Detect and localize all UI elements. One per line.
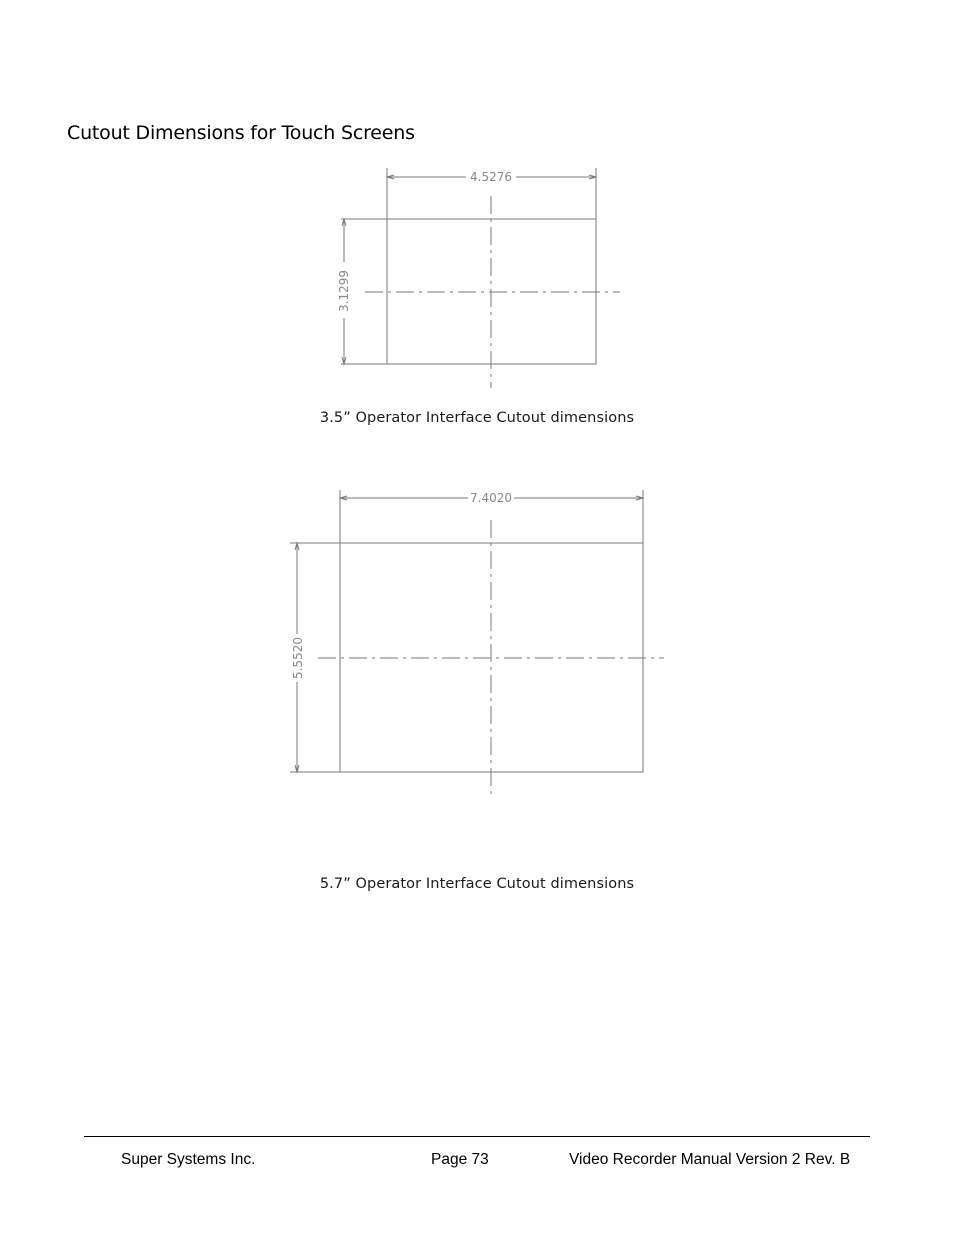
figure-caption-5-7: 5.7” Operator Interface Cutout dimensions	[319, 876, 635, 892]
footer-document-title: Video Recorder Manual Version 2 Rev. B	[569, 1151, 851, 1168]
section-heading: Cutout Dimensions for Touch Screens	[67, 122, 415, 144]
height-dimension-label: 5.5520	[291, 637, 305, 679]
height-dimension-label: 3.1299	[337, 270, 351, 312]
footer-company: Super Systems Inc.	[121, 1151, 256, 1168]
width-dimension-label: 4.5276	[470, 170, 512, 184]
footer-page-number: Page 73	[431, 1151, 489, 1168]
figure-caption-3-5: 3.5” Operator Interface Cutout dimensions	[319, 410, 635, 426]
width-dimension-label: 7.4020	[470, 491, 512, 505]
footer-divider	[84, 1136, 870, 1137]
